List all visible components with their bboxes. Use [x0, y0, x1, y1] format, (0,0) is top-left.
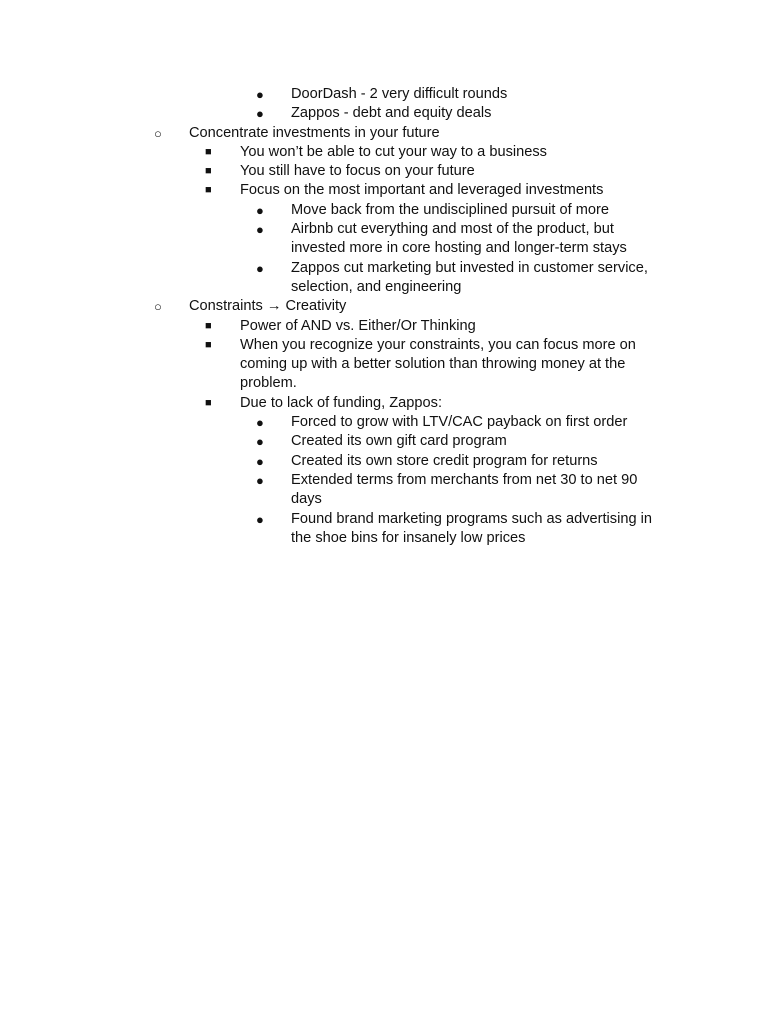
bullet-marker: ●	[256, 222, 264, 238]
list-item-text: Zappos - debt and equity deals	[291, 105, 492, 122]
list-item-text: Due to lack of funding, Zappos:	[240, 394, 443, 411]
bullet-marker: ●	[256, 87, 264, 102]
bullet-marker: ■	[205, 165, 212, 178]
list-item	[0, 85, 669, 104]
bullet-marker: ●	[256, 434, 264, 450]
list-item	[0, 220, 669, 259]
bullet-marker: ○	[154, 125, 162, 141]
list-item	[0, 413, 669, 432]
list-item	[0, 201, 669, 220]
list-item-text: Power of AND vs. Either/Or Thinking	[240, 317, 476, 334]
bullet-marker: ■	[205, 184, 212, 197]
list-item	[0, 181, 670, 200]
list-item	[0, 259, 669, 298]
bullet-marker: ●	[256, 472, 264, 488]
bullet-marker: ■	[205, 319, 212, 332]
list-item	[0, 124, 679, 143]
list-item	[0, 104, 669, 123]
list-item	[0, 510, 669, 549]
list-item	[0, 394, 670, 413]
list-item	[0, 297, 679, 316]
bullet-marker: ●	[256, 202, 264, 218]
list-item-text: Created its own gift card program	[291, 433, 507, 450]
bullet-marker: ■	[205, 145, 212, 158]
list-item-text: You won’t be able to cut your way to a business	[240, 143, 547, 160]
bullet-marker: ●	[256, 260, 264, 276]
list-item-text: Forced to grow with LTV/CAC payback on first order	[291, 414, 628, 431]
list-item-text: When you recognize your constraints, you can focus more on coming up with a better solution than throwing money at the problem.	[240, 336, 636, 392]
list-item	[0, 452, 669, 471]
list-item-text: Found brand marketing programs such as advertising in the shoe bins for insanely low prices	[291, 510, 652, 546]
bullet-marker: ●	[256, 415, 264, 431]
list-item-text: Move back from the undisciplined pursuit of more	[291, 201, 609, 218]
list-item-text: Extended terms from merchants from net 30 to net 90 days	[291, 471, 638, 508]
list-item	[0, 336, 670, 394]
list-item	[0, 317, 670, 336]
list-item	[0, 143, 670, 162]
bullet-outline	[0, 85, 768, 548]
list-item-text: DoorDash - 2 very difficult rounds	[291, 86, 508, 102]
list-item-text: Concentrate investments in your future	[189, 124, 440, 141]
list-item-text: Airbnb cut everything and most of the product, but invested more in core hosting and longer-term stays	[291, 221, 627, 257]
bullet-marker: ■	[205, 338, 212, 351]
list-item-text: Constraints → Creativity	[189, 298, 347, 315]
list-item-text: Zappos cut marketing but invested in customer service, selection, and engineering	[291, 259, 648, 295]
list-item-text: Created its own store credit program for returns	[291, 452, 598, 469]
bullet-marker: ●	[256, 511, 264, 527]
bullet-marker: ●	[256, 106, 264, 122]
list-item	[0, 162, 670, 181]
list-item	[0, 432, 669, 451]
bullet-marker: ■	[205, 396, 212, 409]
list-item-text: Focus on the most important and leveraged investments	[240, 182, 604, 199]
bullet-marker: ○	[154, 299, 162, 315]
list-item	[0, 471, 669, 510]
bullet-marker: ●	[256, 453, 264, 469]
list-item-text: You still have to focus on your future	[240, 163, 475, 180]
